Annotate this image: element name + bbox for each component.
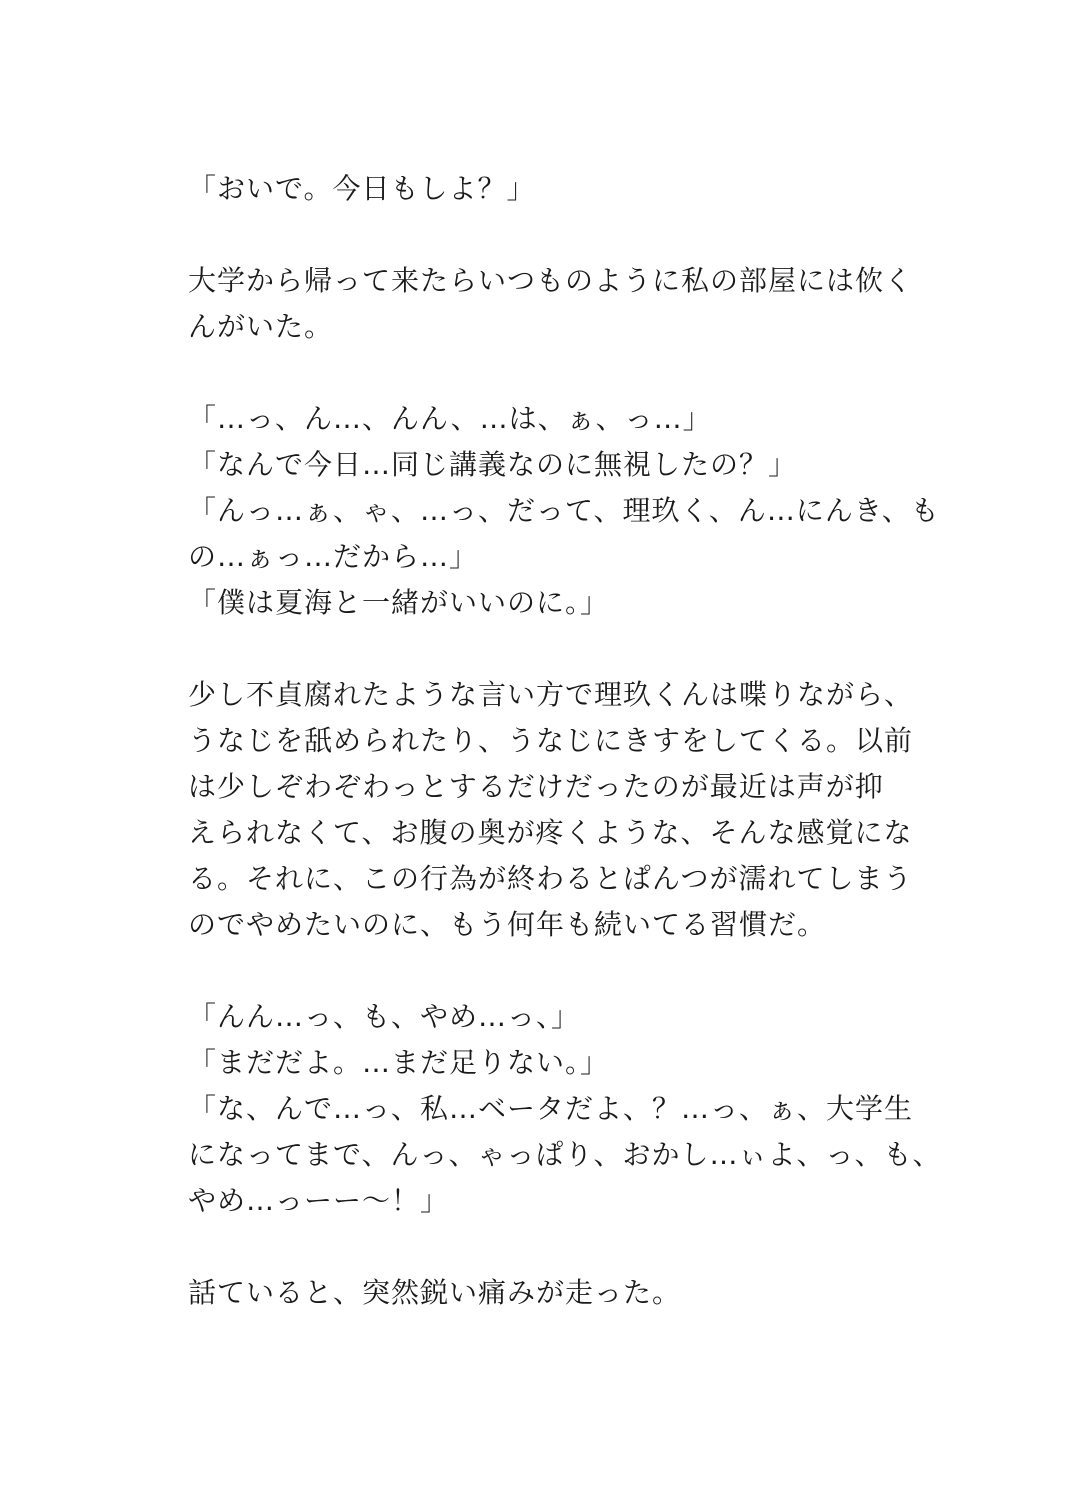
text-line: の…ぁっ…だから…」 xyxy=(188,540,479,573)
text-line: になってまで、んっ、ゃっぱり、おかし…ぃよ、っ、も、 xyxy=(188,1138,942,1171)
text-line: 「おいで。今日もしよ？」 xyxy=(188,172,536,205)
text-line: やめ…っーー〜！」 xyxy=(188,1184,450,1217)
text-line: うなじを舐められたり、うなじにきすをしてくる。以前 xyxy=(188,724,914,757)
blank-line xyxy=(188,948,918,994)
text-line: 話ていると、突然鋭い痛みが走った。 xyxy=(188,1276,682,1309)
text-line: は少しぞわぞわっとするだけだったのが最近は声が抑 xyxy=(188,770,884,803)
text-line: 大学から帰って来たらいつものように私の部屋には佽く xyxy=(188,264,914,297)
blank-line xyxy=(188,1224,918,1270)
text-line: 「な、んで…っ、私…ベータだよ、？…っ、ぁ、大学生 xyxy=(188,1092,914,1125)
text-line: のでやめたいのに、もう何年も続いてる習慣だ。 xyxy=(188,908,827,941)
text-line: えられなくて、お腹の奥が疼くような、そんな感覚にな xyxy=(188,816,913,849)
blank-line xyxy=(188,212,918,258)
story-text xyxy=(188,166,942,1316)
text-line: んがいた。 xyxy=(188,310,334,343)
text-line: 「僕は夏海と一緒がいいのに。」 xyxy=(188,586,610,619)
text-line: 「んっ…ぁ、ゃ、…っ、だって、理玖く、ん…にんき、も xyxy=(188,494,940,527)
text-line: 「なんで今日…同じ講義なのに無視したの？」 xyxy=(188,448,798,481)
blank-line xyxy=(188,350,918,396)
text-line: 少し不貞腐れたような言い方で理玖くんは喋りながら、 xyxy=(188,678,914,711)
text-line: 「…っ、ん…、んん、…は、ぁ、っ…」 xyxy=(188,402,712,435)
blank-line xyxy=(188,626,918,672)
text-line: 「んん…っ、も、やめ…っ、」 xyxy=(188,1000,581,1033)
text-line: 「まだだよ。…まだ足りない。」 xyxy=(188,1046,610,1079)
text-line: る。それに、この行為が終わるとぱんつが濡れてしまう xyxy=(188,862,913,895)
